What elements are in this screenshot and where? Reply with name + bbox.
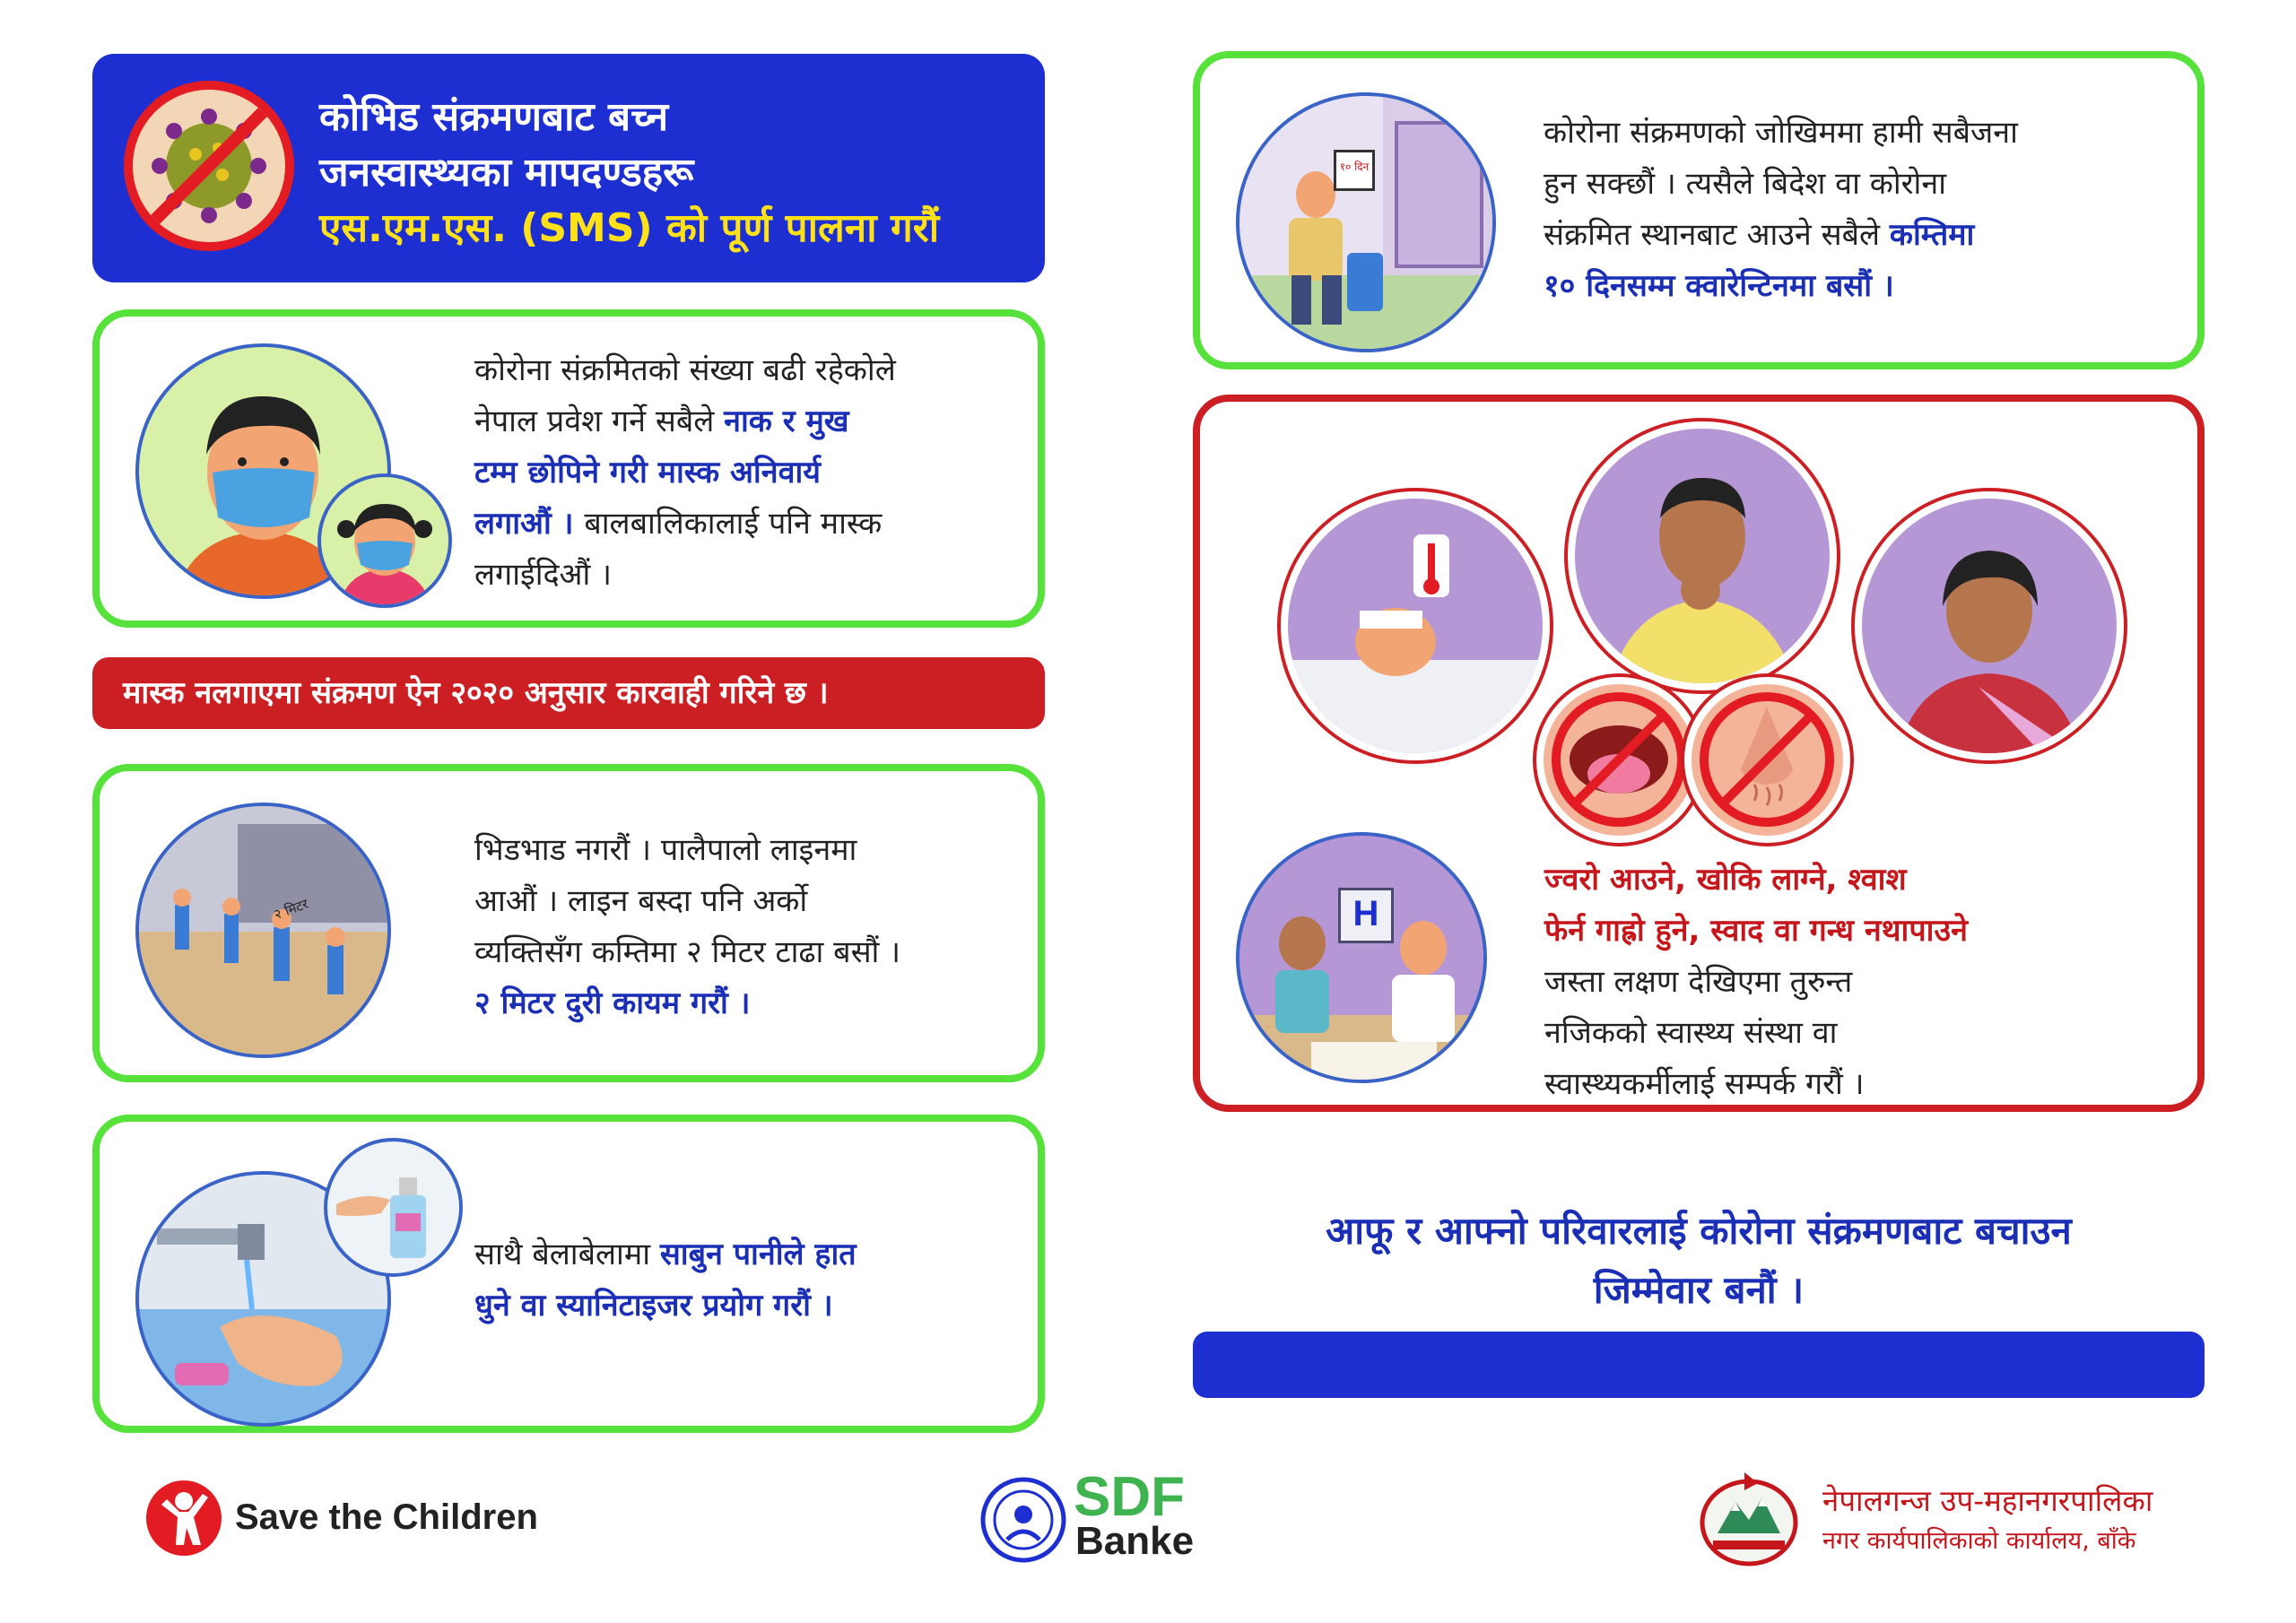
hospital-sign-icon: H [1338,888,1394,943]
handwash-text [474,1229,1039,1332]
symptoms-line-3: जस्ता लक्षण देखिएमा तुरुन्त [1544,964,1853,1000]
municipality-name: नेपालगन्ज उप-महानगरपालिका [1822,1483,2153,1518]
breathing-difficulty-illustration [1855,491,2124,760]
quarantine-text [1544,108,2189,312]
quarantine-line-2: हुन सक्छौं । त्यसैले बिदेश वा कोरोना [1544,166,1947,202]
mask-line-3: टम्म छोपिने गरी मास्क अनिवार्य [474,455,822,490]
save-the-children-logo [144,1478,556,1558]
mask-line-5: लगाईदिऔं । [474,557,612,593]
sdf-text: SDF [1074,1466,1185,1528]
header-banner [92,54,1045,282]
distance-line-1: भिडभाड नगरौं । पालैपालो लाइनमा [474,832,857,868]
header-line-1: कोभिड संक्रमणबाट बच्न [319,94,669,140]
calendar-icon: १० दिन [1334,150,1375,191]
municipality-office: नगर कार्यपालिकाको कार्यालय, बाँके [1822,1527,2136,1555]
slogan-line-2: जिम्मेवार बनौं । [1593,1268,1805,1312]
distance-line-3: व्यक्तिसँग कम्तिमा २ मिटर टाढा बसौं । [474,934,901,970]
quarantine-line-3b: कम्तिमा [1889,217,1975,253]
quarantine-line-4: १० दिनसम्म क्वारेन्टिनमा बसौं । [1544,268,1894,304]
mask-text [474,345,1039,601]
masked-girl-illustration [317,473,452,608]
quarantine-line-3a: संक्रमित स्थानबाट आउने सबैले [1544,217,1890,253]
quarantine-line-1: कोरोना संक्रमणको जोखिममा हामी सबैजना [1544,115,2018,151]
distance-line-4: २ मिटर दुरी कायम गरौं । [474,985,751,1021]
fine-warning-bar: मास्क नलगाएमा संक्रमण ऐन २०२० अनुसार कारवाही गरिने छ । [92,657,1045,729]
quarantine-illustration [1236,92,1496,352]
cough-illustration [1568,421,1837,690]
header-line-3: एस.एम.एस. (SMS) को पूर्ण पालना गरौं [319,205,940,251]
queue-distance-illustration [135,803,391,1058]
distance-text [474,825,1039,1029]
bottom-blue-bar [1193,1332,2205,1398]
quarantine-card [1193,51,2205,369]
header-line-2: जनस्वास्थ्यका मापदण्डहरू [319,150,694,195]
banke-text: Banke [1075,1519,1195,1563]
sanitizer-illustration [324,1138,463,1277]
virus-prohibited-icon [124,81,294,251]
mask-line-2b: नाक र मुख [724,404,849,439]
handwash-line-2: धुने वा स्यानिटाइजर प्रयोग गरौं । [474,1288,833,1324]
mask-line-1: कोरोना संक्रमितको संख्या बढी रहेकोले [474,352,896,388]
save-the-children-text: Save the Children [235,1497,538,1537]
handwash-card [92,1115,1045,1433]
handwash-line-1a: साथै बेलाबेलामा [474,1237,660,1272]
symptoms-line-2: फेर्न गाह्रो हुने, स्वाद वा गन्ध नथापाउने [1544,913,1968,949]
municipality-emblem-icon [1695,1471,1803,1569]
handwash-line-1b: साबुन पानीले हात [659,1237,857,1272]
mask-line-2a: नेपाल प्रवेश गर्ने सबैले [474,404,725,439]
symptoms-text [1544,855,2190,1110]
distance-line-2: आऔं । लाइन बस्दा पनि अर्को [474,883,808,919]
distance-card [92,764,1045,1082]
sdf-banke-logo [980,1466,1249,1565]
slogan-line-1: आफू र आफ्नो परिवारलाई कोरोना संक्रमणबाट बचाउन [1326,1209,2072,1253]
mask-line-4a: लगाऔं । [474,506,585,542]
loss-of-taste-icon [1536,677,1702,843]
symptoms-line-4: नजिकको स्वास्थ्य संस्था वा [1544,1015,1838,1051]
symptoms-line-5: स्वास्थ्यकर्मीलाई सम्पर्क गरौं । [1544,1066,1865,1102]
save-the-children-icon [144,1478,224,1558]
loss-of-smell-icon [1684,677,1850,843]
mask-line-4b: बालबालिकालाई पनि मास्क [584,506,883,542]
symptoms-card [1193,395,2205,1112]
fever-illustration [1281,491,1550,760]
slogan [1193,1202,2205,1320]
municipality-logo [1695,1471,2269,1569]
doctor-consultation-illustration [1236,832,1487,1083]
distance-sign: २ मिटर [272,895,311,924]
sdf-emblem-icon [980,1477,1066,1563]
symptoms-line-1: ज्वरो आउने, खोकि लाग्ने, श्वाश [1544,862,1907,898]
mask-card [92,309,1045,628]
